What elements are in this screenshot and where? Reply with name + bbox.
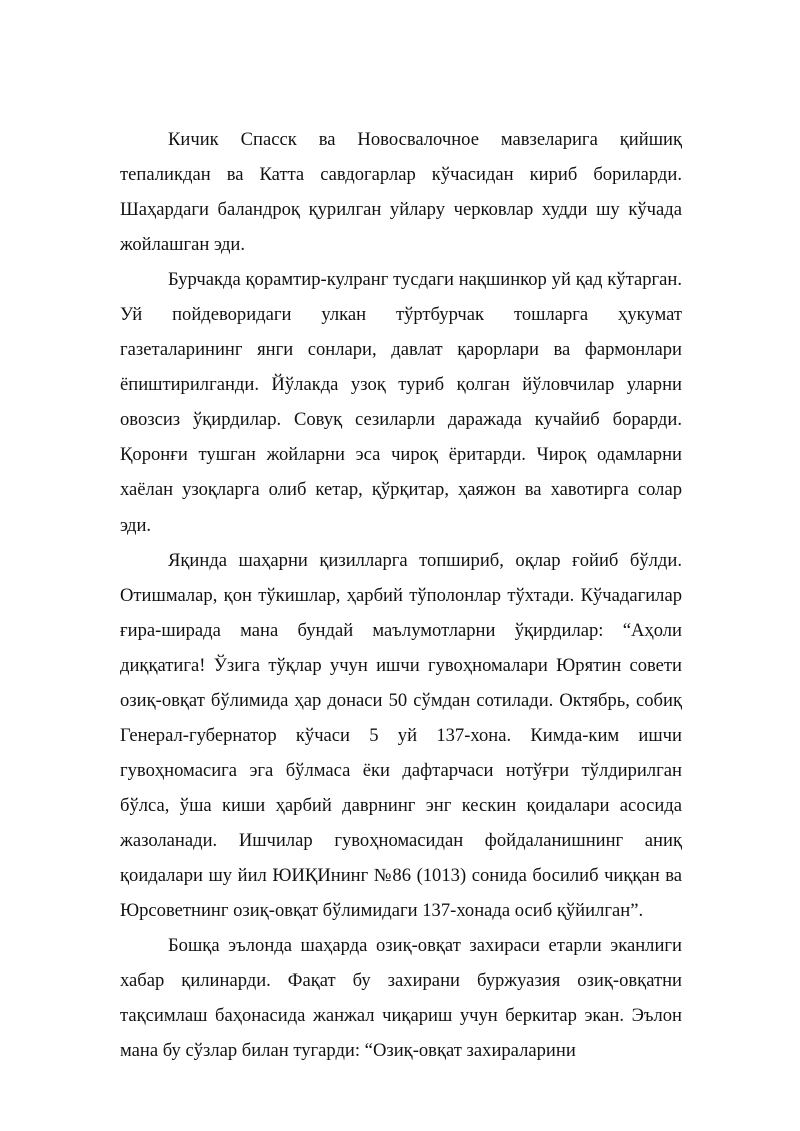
paragraph-4: Бошқа эълонда шаҳарда озиқ-овқат захираси етарли эканлиги хабар қилинарди. Фақат бу захирани буржуазия озиқ-овқатни тақсимлаш баҳонасида жанжал чиқариш учун беркитар экан. Эълон мана бу сўзлар билан тугарди: “Озиқ-овқат захираларини [120, 935, 682, 1062]
paragraph-3: Яқинда шаҳарни қизилларга топшириб, оқлар ғойиб бўлди. Отишмалар, қон тўкишлар, ҳарбий тўполонлар тўхтади. Кўчадагилар ғира-ширада мана бундай маълумотларни ўқирдилар: “Аҳоли диққатига! Ўзига тўқлар учун ишчи гувоҳномалари Юрятин совети озиқ-овқат бўлимида ҳар донаси 50 сўмдан сотилади. Октябрь, собиқ Генерал-губернатор кўчаси 5 уй 137-хона. Кимда-ким ишчи гувоҳномасига эга бўлмаса ёки дафтарчаси нотўғри тўлдирилган бўлса, ўша киши ҳарбий даврнинг энг кескин қоидалари асосида жазоланади. Ишчилар гувоҳномасидан фойдаланишнинг аниқ қоидалари шу йил ЮИҚИнинг №86 (1013) сонида босилиб чиққан ва Юрсоветнинг озиқ-овқат бўлимидаги 137-хонада осиб қўйилган”. [120, 549, 682, 922]
paragraph-2: Бурчакда қорамтир-кулранг тусдаги нақшинкор уй қад кўтарган. Уй пойдеворидаги улкан тўртбурчак тошларга ҳукумат газеталарининг янги сонлари, давлат қарорлари ва фармонлари ёпиштирилганди. Йўлакда узоқ туриб қолган йўловчилар уларни овозсиз ўқирдилар. Совуқ сезиларли даражада кучайиб борарди. Қоронғи тушган жойларни эса чироқ ёритарди. Чироқ одамларни хаёлан узоқларга олиб кетар, қўрқитар, ҳаяжон ва хавотирга солар эди. [120, 269, 682, 536]
paragraph-1: Кичик Спасск ва Новосвалочное мавзеларига қийшиқ тепаликдан ва Катта савдогарлар кўчасидан кириб бориларди. Шаҳардаги баландроқ қурилган уйлару черковлар худди шу кўчада жойлашган эди. [120, 129, 682, 256]
document-text-body [120, 122, 682, 1068]
